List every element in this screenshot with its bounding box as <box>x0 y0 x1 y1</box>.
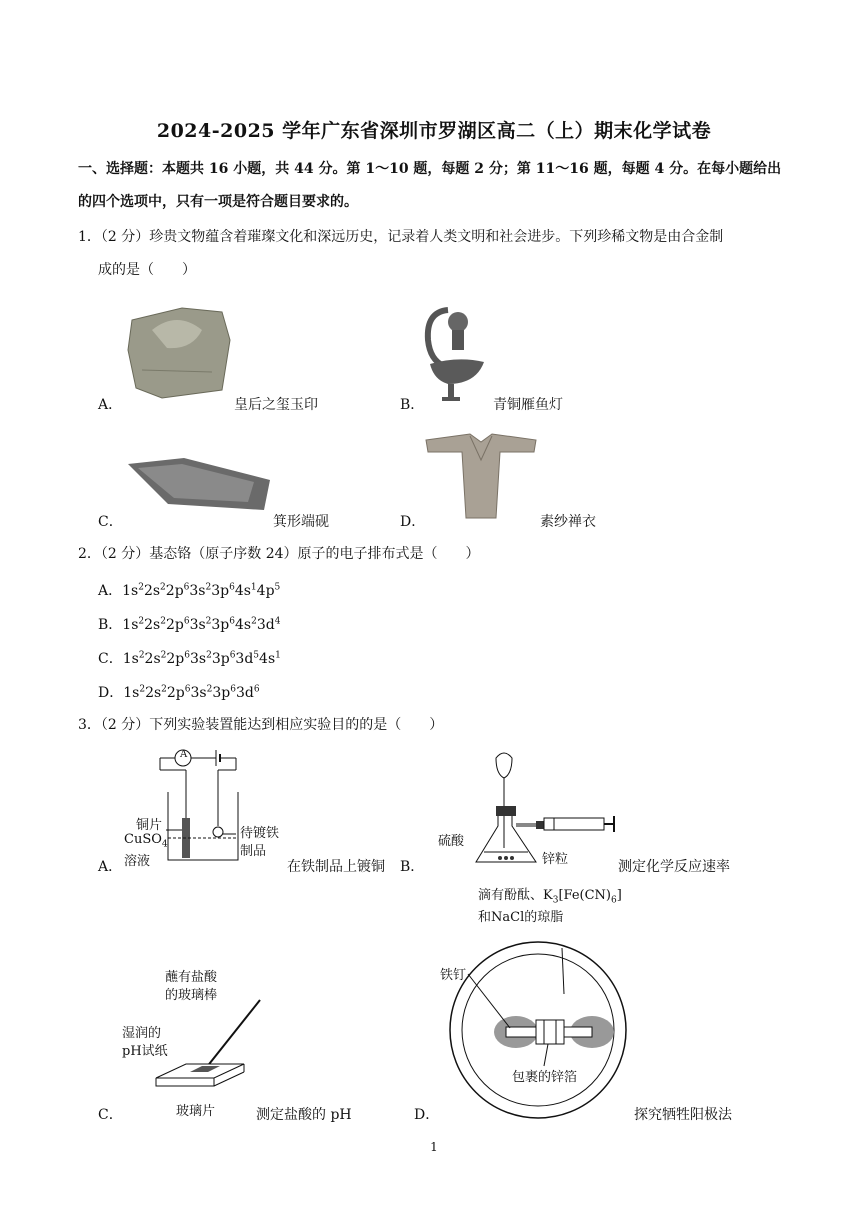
q1-option-b-caption: 青铜雁鱼灯 <box>493 397 563 413</box>
section-heading-line2: 的四个选项中，只有一项是符合题目要求的。 <box>78 194 358 210</box>
q2-stem: 2．（2 分）基态铬（原子序数 24）原子的电子排布式是（ ） <box>78 546 480 562</box>
q3-option-a-caption: 在铁制品上镀铜 <box>287 859 385 875</box>
q3-option-c-caption: 测定盐酸的 pH <box>256 1107 352 1123</box>
q3b-label-acid: 硫酸 <box>438 834 465 849</box>
q1-option-c-letter: C． <box>98 514 123 530</box>
jade-seal-image <box>122 300 234 402</box>
section-heading-line1: 一、选择题：本题共 16 小题，共 44 分。第 1～10 题，每题 2 分；第 11～16 题，每题 4 分。在每小题给出 <box>78 161 782 177</box>
q3-stem: 3．（2 分）下列实验装置能达到相应实验目的的是（ ） <box>78 717 444 733</box>
q3a-label-solution: 溶液 <box>124 854 151 869</box>
sacrificial-anode-diagram <box>440 934 636 1120</box>
q1-option-d-letter: D． <box>400 514 426 530</box>
bronze-lamp-image <box>418 300 492 406</box>
q3d-label-zinc-foil: 包裹的锌箔 <box>512 1070 578 1085</box>
page-title: 2024-2025 学年广东省深圳市罗湖区高二（上）期末化学试卷 <box>156 120 712 142</box>
reaction-rate-diagram <box>440 744 620 868</box>
q1-option-a-caption: 皇后之玺玉印 <box>234 397 318 413</box>
q1-option-c-caption: 箕形端砚 <box>273 514 329 530</box>
q1-option-b-letter: B． <box>400 397 425 413</box>
q3c-label-glass: 玻璃片 <box>176 1104 216 1119</box>
q3-option-b-caption: 测定化学反应速率 <box>618 859 730 875</box>
q3c-label-rod-2: 的玻璃棒 <box>165 988 218 1003</box>
q3a-label-iron-item-1: 待镀铁 <box>240 826 280 841</box>
q1-option-a-letter: A． <box>98 397 123 413</box>
q3-option-d-caption: 探究牺牲阳极法 <box>634 1107 732 1123</box>
q2-option-b: B．$1s^22s^22p^63s^23p^64s^23d^4$ <box>98 616 281 633</box>
q3c-label-paper-2: pH试纸 <box>122 1044 168 1059</box>
q3-option-d-letter: D． <box>414 1107 440 1123</box>
q2-option-a: A．$1s^22s^22p^63s^23p^64s^14p^5$ <box>98 582 281 599</box>
q2-option-c: C．$1s^22s^22p^63s^23p^63d^54s^1$ <box>98 650 281 667</box>
inkstone-image <box>124 454 272 514</box>
ammeter-label: A <box>180 749 188 760</box>
q1-option-d-caption: 素纱禅衣 <box>540 514 596 530</box>
q3d-label-agar-1: 滴有酚酞、$K_3[Fe(CN)_6]$ <box>478 888 622 906</box>
q3a-label-iron-item-2: 制品 <box>240 844 267 859</box>
q3d-label-nail: 铁钉 <box>440 968 467 983</box>
q3d-label-agar-2: 和NaCl的琼脂 <box>478 910 564 925</box>
q2-option-d: D．$1s^22s^22p^63s^23p^63d^6$ <box>98 684 260 701</box>
q1-stem-line1: 1．（2 分）珍贵文物蕴含着璀璨文化和深远历史，记录着人类文明和社会进步。下列珍稀文物是由合金制 <box>78 229 724 245</box>
q3-option-b-letter: B． <box>400 859 425 875</box>
q3c-label-paper-1: 湿润的 <box>122 1026 162 1041</box>
page-number: 1 <box>430 1140 438 1154</box>
q3a-label-copper: 铜片 <box>136 818 163 833</box>
q3b-label-zinc: 锌粒 <box>542 852 569 867</box>
q1-stem-line2: 成的是（ ） <box>98 262 196 278</box>
q3c-label-rod-1: 蘸有盐酸 <box>165 970 218 985</box>
silk-robe-image <box>424 430 538 522</box>
q3a-label-cuso4: CuSO$_4$ <box>124 832 168 850</box>
q3-option-a-letter: A． <box>98 859 123 875</box>
q3-option-c-letter: C． <box>98 1107 123 1123</box>
